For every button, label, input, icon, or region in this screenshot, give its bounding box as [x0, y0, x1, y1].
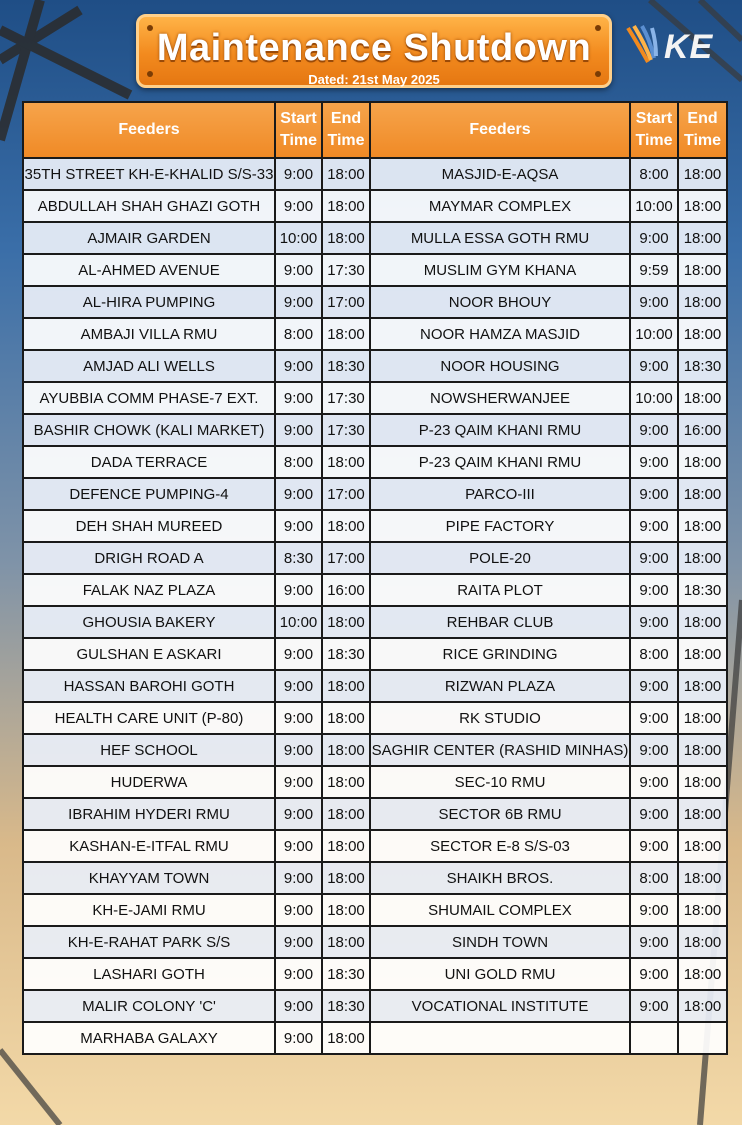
feeder-name-cell: VOCATIONAL INSTITUTE [370, 990, 630, 1022]
start-time-cell: 9:00 [630, 990, 678, 1022]
end-time-cell: 18:30 [322, 350, 370, 382]
feeder-name-cell: AYUBBIA COMM PHASE-7 EXT. [23, 382, 275, 414]
start-time-cell: 10:00 [275, 222, 322, 254]
table-row [23, 318, 727, 350]
table-row [23, 958, 727, 990]
feeder-name-cell: KHAYYAM TOWN [23, 862, 275, 894]
start-time-cell: 9:00 [630, 574, 678, 606]
feeder-name-cell: MULLA ESSA GOTH RMU [370, 222, 630, 254]
start-time-cell: 9:00 [275, 926, 322, 958]
start-time-cell: 9:00 [275, 510, 322, 542]
feeder-name-cell: KASHAN-E-ITFAL RMU [23, 830, 275, 862]
feeder-name-cell: DEFENCE PUMPING-4 [23, 478, 275, 510]
end-time-cell: 18:00 [678, 542, 727, 574]
end-time-cell: 18:00 [678, 670, 727, 702]
start-time-cell: 9:00 [275, 382, 322, 414]
feeder-name-cell: DRIGH ROAD A [23, 542, 275, 574]
end-time-cell: 18:00 [322, 158, 370, 190]
start-time-cell: 9:00 [630, 606, 678, 638]
end-time-cell: 18:00 [678, 190, 727, 222]
end-time-cell: 18:00 [678, 958, 727, 990]
start-time-cell: 8:00 [630, 158, 678, 190]
start-time-cell: 9:00 [630, 414, 678, 446]
feeder-name-cell: NOOR BHOUY [370, 286, 630, 318]
start-time-cell: 9:00 [630, 958, 678, 990]
table-row [23, 638, 727, 670]
feeder-name-cell: AMBAJI VILLA RMU [23, 318, 275, 350]
table-row [23, 606, 727, 638]
feeder-name-cell: DEH SHAH MUREED [23, 510, 275, 542]
feeder-name-cell: IBRAHIM HYDERI RMU [23, 798, 275, 830]
table-row [23, 542, 727, 574]
start-time-cell: 9:00 [275, 670, 322, 702]
feeder-name-cell: P-23 QAIM KHANI RMU [370, 446, 630, 478]
page-title: Maintenance Shutdown [156, 27, 592, 69]
start-time-cell: 9:00 [275, 798, 322, 830]
table-row [23, 414, 727, 446]
feeder-name-cell: RIZWAN PLAZA [370, 670, 630, 702]
feeders-header: Feeders [370, 102, 630, 158]
table-row [23, 926, 727, 958]
feeder-name-cell: GULSHAN E ASKARI [23, 638, 275, 670]
end-time-cell: 18:30 [678, 350, 727, 382]
start-time-cell: 9:00 [630, 478, 678, 510]
feeder-name-cell: SECTOR E-8 S/S-03 [370, 830, 630, 862]
end-time-cell: 18:00 [678, 894, 727, 926]
feeder-name-cell: UNI GOLD RMU [370, 958, 630, 990]
table-row [23, 990, 727, 1022]
end-time-cell: 18:00 [322, 830, 370, 862]
end-time-cell: 18:00 [322, 798, 370, 830]
feeder-name-cell: POLE-20 [370, 542, 630, 574]
feeder-name-cell: FALAK NAZ PLAZA [23, 574, 275, 606]
end-time-cell: 18:00 [322, 670, 370, 702]
feeder-name-cell: HEF SCHOOL [23, 734, 275, 766]
feeder-name-cell: RK STUDIO [370, 702, 630, 734]
end-time-cell: 18:00 [678, 926, 727, 958]
end-time-cell: 18:30 [322, 638, 370, 670]
feeder-name-cell: BASHIR CHOWK (KALI MARKET) [23, 414, 275, 446]
table-row [23, 510, 727, 542]
end-time-cell: 18:00 [678, 638, 727, 670]
table-row [23, 190, 727, 222]
start-time-cell: 9:00 [630, 542, 678, 574]
table-row [23, 382, 727, 414]
empty-cell [630, 1022, 678, 1054]
feeder-name-cell: MUSLIM GYM KHANA [370, 254, 630, 286]
start-time-cell: 9:00 [630, 830, 678, 862]
end-time-cell: 18:00 [678, 318, 727, 350]
start-time-cell: 9:00 [275, 1022, 322, 1054]
end-time-cell: 18:30 [678, 574, 727, 606]
end-time-cell: 18:00 [322, 446, 370, 478]
title-banner [136, 14, 612, 88]
end-time-cell: 18:00 [322, 606, 370, 638]
table-row [23, 670, 727, 702]
start-time-cell: 9:00 [275, 734, 322, 766]
end-time-cell: 18:00 [678, 158, 727, 190]
start-time-cell: 10:00 [630, 318, 678, 350]
feeder-name-cell: SECTOR 6B RMU [370, 798, 630, 830]
start-time-cell: 9:00 [275, 478, 322, 510]
start-time-cell: 9:00 [275, 958, 322, 990]
end-time-cell: 18:00 [678, 510, 727, 542]
feeder-name-cell: RAITA PLOT [370, 574, 630, 606]
feeder-name-cell: AMJAD ALI WELLS [23, 350, 275, 382]
feeder-name-cell: MASJID-E-AQSA [370, 158, 630, 190]
table-row [23, 734, 727, 766]
start-time-cell: 9:00 [630, 350, 678, 382]
table-row [23, 254, 727, 286]
start-time-cell: 9:00 [275, 894, 322, 926]
end-time-cell: 16:00 [322, 574, 370, 606]
end-time-cell: 17:00 [322, 286, 370, 318]
end-time-cell: 18:00 [678, 830, 727, 862]
end-time-cell: 18:00 [678, 446, 727, 478]
end-time-cell: 18:00 [322, 734, 370, 766]
end-time-cell: 18:30 [322, 958, 370, 990]
start-time-cell: 9:00 [630, 894, 678, 926]
end-time-cell: 17:30 [322, 382, 370, 414]
end-time-cell: 18:00 [322, 862, 370, 894]
end-time-cell: 18:00 [322, 926, 370, 958]
end-time-cell: 18:00 [322, 318, 370, 350]
start-time-cell: 8:00 [630, 638, 678, 670]
end-time-cell: 18:00 [678, 254, 727, 286]
table-row [23, 830, 727, 862]
start-time-cell: 9:00 [630, 222, 678, 254]
end-time-cell: 18:00 [678, 382, 727, 414]
end-time-cell: 18:00 [678, 478, 727, 510]
table-row [23, 574, 727, 606]
empty-cell [370, 1022, 630, 1054]
feeder-name-cell: RICE GRINDING [370, 638, 630, 670]
start-time-cell: 9:00 [275, 638, 322, 670]
start-time-cell: 10:00 [275, 606, 322, 638]
feeder-name-cell: KH-E-JAMI RMU [23, 894, 275, 926]
start-time-cell: 9:00 [630, 734, 678, 766]
feeder-name-cell: SHAIKH BROS. [370, 862, 630, 894]
feeder-name-cell: P-23 QAIM KHANI RMU [370, 414, 630, 446]
start-time-cell: 8:00 [630, 862, 678, 894]
end-time-cell: 18:00 [678, 702, 727, 734]
start-time-cell: 9:00 [275, 702, 322, 734]
end-time-cell: 18:00 [322, 894, 370, 926]
end-time-cell: 16:00 [678, 414, 727, 446]
feeder-name-cell: NOOR HAMZA MASJID [370, 318, 630, 350]
start-time-cell: 9:00 [630, 766, 678, 798]
start-time-cell: 9:00 [275, 990, 322, 1022]
feeder-name-cell: SAGHIR CENTER (RASHID MINHAS) [370, 734, 630, 766]
start-time-cell: 9:00 [275, 574, 322, 606]
table-row [23, 1022, 727, 1054]
start-time-cell: 9:59 [630, 254, 678, 286]
table-row [23, 798, 727, 830]
feeder-name-cell: MARHABA GALAXY [23, 1022, 275, 1054]
table-row [23, 766, 727, 798]
end-time-cell: 18:00 [322, 510, 370, 542]
start-time-header: Start Time [275, 102, 322, 158]
feeder-name-cell: HUDERWA [23, 766, 275, 798]
feeder-name-cell: NOWSHERWANJEE [370, 382, 630, 414]
feeder-name-cell: AL-HIRA PUMPING [23, 286, 275, 318]
end-time-header: End Time [678, 102, 727, 158]
end-time-cell: 18:00 [678, 862, 727, 894]
end-time-cell: 18:00 [322, 766, 370, 798]
date-label: Dated: 21st May 2025 [308, 72, 440, 87]
end-time-cell: 18:30 [322, 990, 370, 1022]
end-time-cell: 17:00 [322, 542, 370, 574]
start-time-cell: 9:00 [275, 254, 322, 286]
start-time-cell: 10:00 [630, 190, 678, 222]
end-time-cell: 18:00 [322, 222, 370, 254]
end-time-cell: 18:00 [678, 990, 727, 1022]
end-time-cell: 18:00 [678, 606, 727, 638]
end-time-cell: 18:00 [678, 798, 727, 830]
end-time-cell: 18:00 [678, 734, 727, 766]
logo-text: KE [664, 28, 714, 66]
empty-cell [678, 1022, 727, 1054]
feeder-name-cell: NOOR HOUSING [370, 350, 630, 382]
end-time-cell: 18:00 [678, 286, 727, 318]
feeder-name-cell: SINDH TOWN [370, 926, 630, 958]
feeder-name-cell: SHUMAIL COMPLEX [370, 894, 630, 926]
feeder-name-cell: HASSAN BAROHI GOTH [23, 670, 275, 702]
feeder-name-cell: DADA TERRACE [23, 446, 275, 478]
feeder-name-cell: PIPE FACTORY [370, 510, 630, 542]
end-time-cell: 18:00 [322, 1022, 370, 1054]
feeder-name-cell: PARCO-III [370, 478, 630, 510]
feeder-name-cell: REHBAR CLUB [370, 606, 630, 638]
start-time-cell: 9:00 [275, 158, 322, 190]
table-row [23, 350, 727, 382]
end-time-cell: 17:30 [322, 414, 370, 446]
end-time-cell: 17:30 [322, 254, 370, 286]
end-time-cell: 17:00 [322, 478, 370, 510]
table-row [23, 862, 727, 894]
ke-logo [624, 22, 732, 70]
feeder-name-cell: AJMAIR GARDEN [23, 222, 275, 254]
start-time-cell: 9:00 [630, 446, 678, 478]
end-time-cell: 18:00 [322, 190, 370, 222]
start-time-cell: 9:00 [630, 798, 678, 830]
table-row [23, 222, 727, 254]
end-time-cell: 18:00 [678, 222, 727, 254]
table-row [23, 446, 727, 478]
feeder-name-cell: KH-E-RAHAT PARK S/S [23, 926, 275, 958]
start-time-cell: 9:00 [630, 286, 678, 318]
ke-logo-icon [624, 22, 668, 66]
end-time-cell: 18:00 [678, 766, 727, 798]
feeder-name-cell: AL-AHMED AVENUE [23, 254, 275, 286]
end-time-cell: 18:00 [322, 702, 370, 734]
end-time-header: End Time [322, 102, 370, 158]
start-time-cell: 9:00 [630, 926, 678, 958]
start-time-cell: 9:00 [275, 862, 322, 894]
feeder-name-cell: MAYMAR COMPLEX [370, 190, 630, 222]
feeders-header: Feeders [23, 102, 275, 158]
table-row [23, 286, 727, 318]
start-time-cell: 9:00 [275, 350, 322, 382]
start-time-header: Start Time [630, 102, 678, 158]
feeder-name-cell: MALIR COLONY 'C' [23, 990, 275, 1022]
start-time-cell: 9:00 [275, 286, 322, 318]
table-row [23, 894, 727, 926]
start-time-cell: 10:00 [630, 382, 678, 414]
feeder-name-cell: HEALTH CARE UNIT (P-80) [23, 702, 275, 734]
start-time-cell: 9:00 [275, 190, 322, 222]
feeder-name-cell: ABDULLAH SHAH GHAZI GOTH [23, 190, 275, 222]
feeder-name-cell: LASHARI GOTH [23, 958, 275, 990]
start-time-cell: 9:00 [275, 830, 322, 862]
shutdown-table [22, 101, 728, 1055]
start-time-cell: 9:00 [630, 510, 678, 542]
start-time-cell: 9:00 [630, 670, 678, 702]
feeder-name-cell: GHOUSIA BAKERY [23, 606, 275, 638]
start-time-cell: 8:00 [275, 318, 322, 350]
table-row [23, 158, 727, 190]
feeder-name-cell: 35TH STREET KH-E-KHALID S/S-33 [23, 158, 275, 190]
table-row [23, 702, 727, 734]
start-time-cell: 9:00 [275, 414, 322, 446]
start-time-cell: 9:00 [630, 702, 678, 734]
start-time-cell: 9:00 [275, 766, 322, 798]
start-time-cell: 8:30 [275, 542, 322, 574]
feeder-name-cell: SEC-10 RMU [370, 766, 630, 798]
table-row [23, 478, 727, 510]
header-row [23, 102, 727, 158]
start-time-cell: 8:00 [275, 446, 322, 478]
